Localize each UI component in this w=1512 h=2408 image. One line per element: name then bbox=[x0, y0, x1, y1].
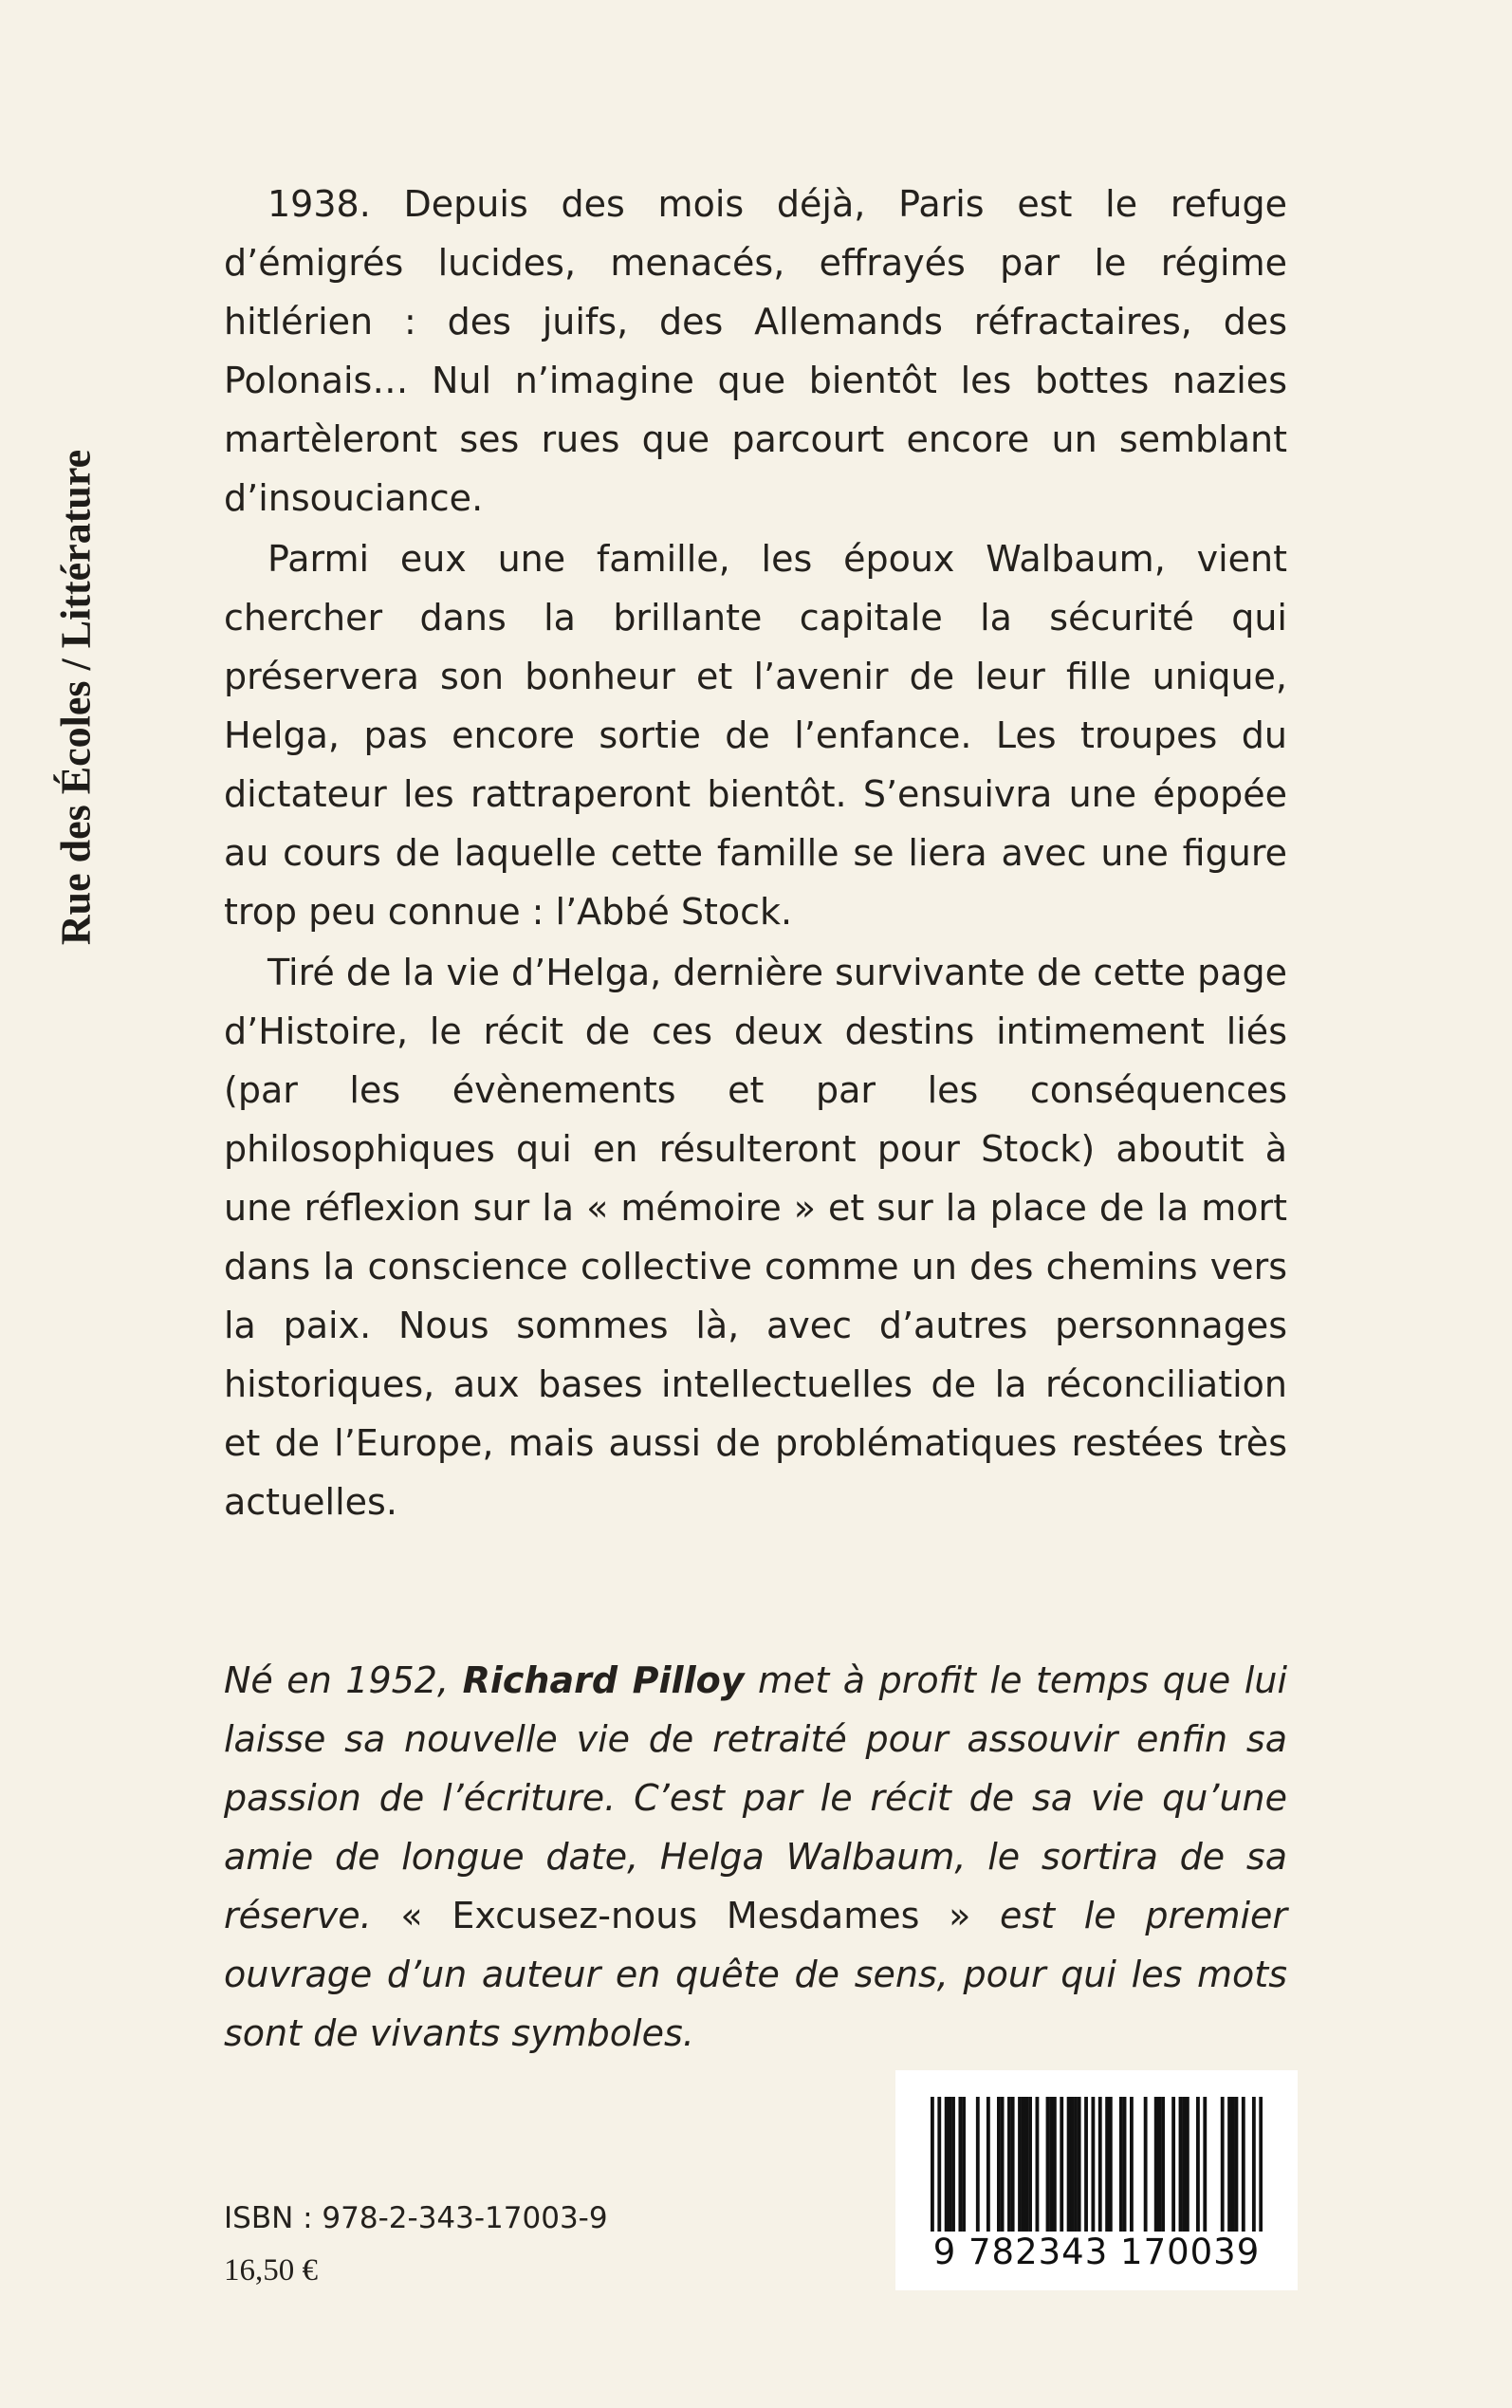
barcode-bar bbox=[976, 2097, 980, 2233]
barcode-bar bbox=[1007, 2097, 1011, 2233]
book-title: « Excusez-nous Mesdames » bbox=[400, 1895, 971, 1936]
summary-paragraph-1: 1938. Depuis des mois déjà, Paris est le refuge d’émigrés lucides, menacés, effrayés par le régime hitlérien : des juifs, des Allemands réfractaires, des Polonais… Nul n’imagine que bientôt les bottes nazies martèleront ses rues que parcourt encore un semblant d’insouciance. bbox=[224, 183, 1287, 519]
barcode-bar bbox=[1011, 2097, 1015, 2233]
barcode-bar bbox=[1046, 2097, 1050, 2233]
barcode-bar bbox=[945, 2097, 949, 2233]
barcode-bar bbox=[1036, 2097, 1040, 2233]
barcode-bar bbox=[1074, 2097, 1078, 2233]
barcode-bar bbox=[1091, 2097, 1095, 2247]
barcode-bar bbox=[1231, 2097, 1235, 2233]
price: 16,50 € bbox=[224, 2253, 318, 2288]
barcode-bar bbox=[1259, 2097, 1263, 2247]
isbn: ISBN : 978-2-343-17003-9 bbox=[224, 2201, 608, 2235]
barcode-bar bbox=[1105, 2097, 1109, 2233]
author-biography bbox=[224, 1651, 1287, 2063]
barcode-bar bbox=[1119, 2097, 1123, 2233]
barcode-bar bbox=[1123, 2097, 1127, 2233]
barcode-bar bbox=[1070, 2097, 1074, 2233]
barcode-bar bbox=[1049, 2097, 1053, 2233]
barcode-bar bbox=[962, 2097, 966, 2233]
barcode-bar bbox=[1084, 2097, 1088, 2233]
barcode-bar bbox=[1018, 2097, 1022, 2233]
barcode-bar bbox=[1098, 2097, 1102, 2247]
barcode-bar bbox=[1182, 2097, 1186, 2233]
barcode-bar bbox=[1109, 2097, 1113, 2233]
barcode-bar bbox=[1022, 2097, 1025, 2233]
barcode bbox=[895, 2070, 1298, 2290]
barcode-bar bbox=[1144, 2097, 1148, 2233]
summary-paragraph-3: Tiré de la vie d’Helga, dernière survivante de cette page d’Histoire, le récit de ces deux destins intimement liés (par les évènements et par les conséquences philosophiques qui en résulteront pour Stock) aboutit à une réflexion sur la « mémoire » et sur la place de la mort dans la conscience collective comme un des chemins vers la paix. Nous sommes là, avec d’autres personnages historiques, aux bases intellectuelles de la réconciliation et de l’Europe, mais aussi de problématiques restées très actuelles. bbox=[224, 952, 1287, 1523]
barcode-bar bbox=[1186, 2097, 1189, 2233]
barcode-bar bbox=[1221, 2097, 1225, 2233]
summary-paragraph-2: Parmi eux une famille, les époux Walbaum, vient chercher dans la brillante capitale la sécurité qui préservera son bonheur et l’avenir de leur fille unique, Helga, pas encore sortie de l’enfance. Les troupes du dictateur les rattraperont bientôt. S’ensuivra une épopée au cours de laquelle cette famille se liera avec une figure trop peu connue : l’Abbé Stock. bbox=[224, 538, 1287, 933]
barcode-bar bbox=[1053, 2097, 1057, 2233]
barcode-bar bbox=[951, 2097, 955, 2233]
barcode-bar bbox=[1067, 2097, 1071, 2233]
barcode-bar bbox=[1179, 2097, 1183, 2233]
barcode-bar bbox=[937, 2097, 941, 2247]
barcode-bar bbox=[1028, 2097, 1032, 2233]
bio-intro: Né en 1952, bbox=[224, 1659, 463, 1701]
barcode-bar bbox=[1242, 2097, 1245, 2233]
barcode-bar bbox=[1235, 2097, 1239, 2233]
barcode-bar bbox=[948, 2097, 951, 2233]
barcode-bar bbox=[931, 2097, 934, 2247]
barcode-bar bbox=[1157, 2097, 1161, 2233]
barcode-bar bbox=[1060, 2097, 1063, 2233]
barcode-bar bbox=[1252, 2097, 1256, 2247]
bio-text: met à profit le temps que lui laisse sa nouvelle vie de retraité pour assouvir enfin sa passion de l’écriture. C’est par le récit de sa vie qu’une amie de longue date, Helga Walbaum, le sortira de sa réserve. bbox=[224, 1659, 1288, 1936]
barcode-bar bbox=[1078, 2097, 1081, 2233]
bio-closing: est le premier ouvrage d’un auteur en quête de sens, pour qui les mots sont de vivants symboles. bbox=[224, 1895, 1288, 2054]
barcode-bar bbox=[986, 2097, 990, 2233]
barcode-bar bbox=[1001, 2097, 1005, 2233]
back-cover-summary bbox=[224, 175, 1287, 1533]
barcode-bar bbox=[1130, 2097, 1134, 2233]
barcode-bar bbox=[1154, 2097, 1158, 2233]
barcode-number: 9 782343 170039 bbox=[928, 2232, 1265, 2273]
barcode-bar bbox=[1024, 2097, 1028, 2233]
barcode-bars bbox=[931, 2097, 1263, 2247]
barcode-bar bbox=[1196, 2097, 1200, 2233]
barcode-bar bbox=[1227, 2097, 1231, 2233]
collection-name: Rue des Écoles / Littérature bbox=[52, 449, 100, 946]
author-name: Richard Pilloy bbox=[462, 1659, 745, 1701]
barcode-bar bbox=[1171, 2097, 1175, 2233]
barcode-bar bbox=[1161, 2097, 1165, 2233]
barcode-bar bbox=[958, 2097, 962, 2233]
barcode-bar bbox=[997, 2097, 1001, 2233]
barcode-bar bbox=[1203, 2097, 1207, 2233]
